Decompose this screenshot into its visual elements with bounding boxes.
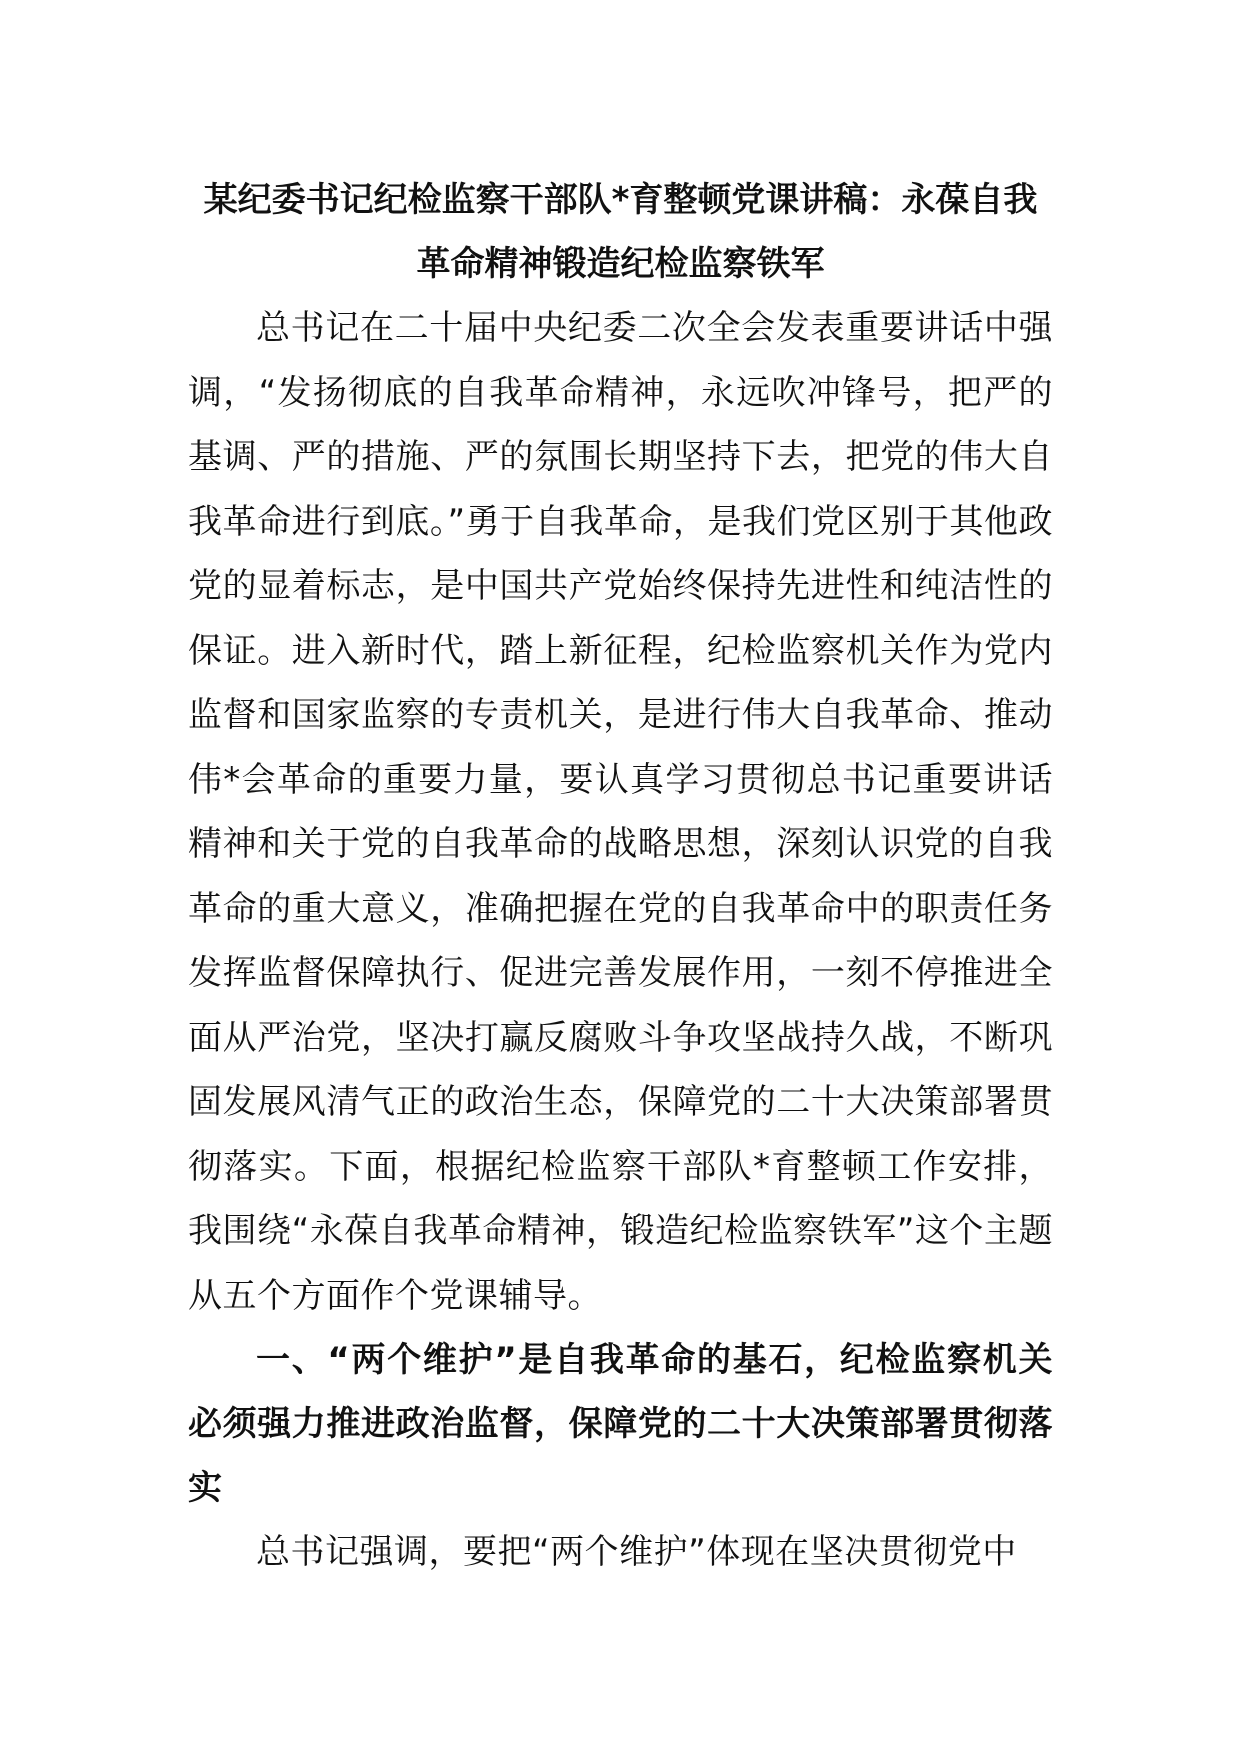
section-heading: 一、“两个维护”是自我革命的基石，纪检监察机关必须强力推进政治监督，保障党的二十大决策部署贯彻落实 xyxy=(188,1340,1053,1508)
body-paragraph: 总书记强调，要把“两个维护”体现在坚决贯彻党中 xyxy=(256,1532,1017,1572)
document-title: 某纪委书记纪检监察干部队*育整顿党课讲稿：永葆自我革命精神锻造纪检监察铁军 xyxy=(203,180,1038,284)
document-body xyxy=(188,168,1053,1585)
body-paragraph: 总书记在二十届中央纪委二次全会发表重要讲话中强调，“发扬彻底的自我革命精神，永远吹冲锋号，把严的基调、严的措施、严的氛围长期坚持下去，把党的伟大自我革命进行到底。”勇于自我革命，是我们党区别于其他政党的显着标志，是中国共产党始终保持先进性和纯洁性的保证。进入新时代，踏上新征程，纪检监察机关作为党内监督和国家监察的专责机关，是进行伟大自我革命、推动伟*会革命的重要力量，要认真学习贯彻总书记重要讲话精神和关于党的自我革命的战略思想，深刻认识党的自我革命的重大意义，准确把握在党的自我革命中的职责任务发挥监督保障执行、促进完善发展作用，一刻不停推进全面从严治党，坚决打赢反腐败斗争攻坚战持久战，不断巩固发展风清气正的政治生态，保障党的二十大决策部署贯彻落实。下面，根据纪检监察干部队*育整顿工作安排，我围绕“永葆自我革命精神，锻造纪检监察铁军”这个主题从五个方面作个党课辅导。 xyxy=(188,308,1053,1316)
